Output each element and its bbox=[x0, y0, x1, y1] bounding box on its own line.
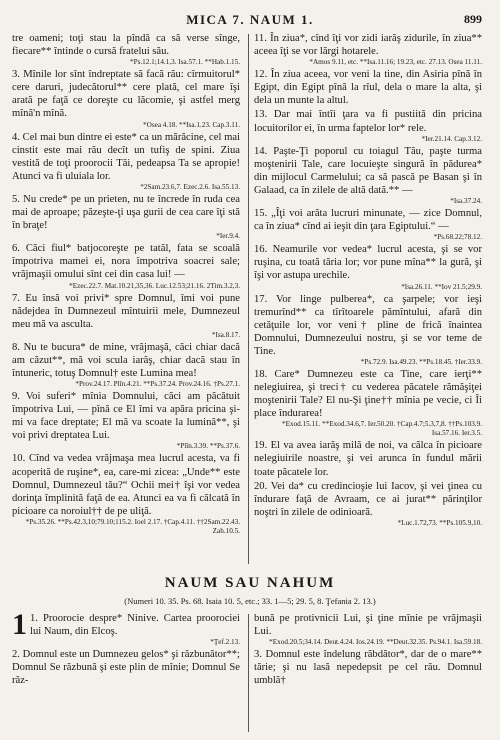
verse bbox=[12, 648, 240, 687]
verse bbox=[12, 612, 240, 647]
verse-text: 9. Voi suferi* mînia Domnului, căci am păcătuit împotriva Lui, — pînă ce El îmi va apăra pricina şi-mi va face dreptate; El mă va scoate la lumină**, şi voi privi dreptatea Lui. bbox=[12, 391, 240, 442]
verse-text: 3. Domnul este îndelung răbdător*, dar de o mare** tărie; şi nu lasă nepedepsit pe cel rău. Domnul umblă† bbox=[254, 649, 482, 687]
right-column bbox=[254, 32, 482, 566]
verse bbox=[254, 68, 482, 107]
book-left-column bbox=[12, 612, 240, 734]
cross-reference: *Luc.1.72,73. **Ps.105.9,10. bbox=[397, 518, 482, 527]
left-column bbox=[12, 32, 240, 566]
upper-columns bbox=[12, 32, 488, 566]
book-references: (Numeri 10. 35. Ps. 68. Isaia 10. 5, etc.; 33. 1—5; 29. 5, 8. Ţefania 2. 13.) bbox=[124, 596, 376, 606]
verse-text: 7. Eu însă voi privi* spre Domnul, îmi voi pune nădejdea în Dumnezeul mîntuirii mele, Dumnezeul meu mă va asculta. bbox=[12, 292, 240, 330]
cross-reference: *Amos 9.11, etc. **Isa.11.16; 19.23, etc. 27.13. Osea 11.11. bbox=[309, 58, 482, 67]
verse-text: 16. Neamurile vor vedea* lucrul acesta, şi se vor ruşina, cu toată tăria lor; vor pune mîna** la gură, şi îşi vor astupa urechile. bbox=[254, 244, 482, 282]
verse-text: tre oameni; toţi stau la pîndă ca să verse sînge, fiecare** întinde o cursă fratelui său. bbox=[12, 33, 240, 58]
verse bbox=[12, 341, 240, 389]
verse-text: 18. Care* Dumnezeu este ca Tine, care ierţi** nelegiuirea, şi treci† cu vederea păcatele rămăşiţei moştenirii Tale? El nu-Şi ţine†† mînia pe vecie, ci Îi place îndurarea! bbox=[254, 368, 482, 420]
verse bbox=[12, 32, 240, 67]
cross-reference: *Ezec.22.7. Mat.10.21,35,36. Luc.12.53;21.16. 2Tim.3.2,3. bbox=[69, 281, 240, 290]
verse bbox=[254, 439, 482, 478]
verse-text: 5. Nu crede* pe un prieten, nu te încrede în ruda cea mai de aproape; păzeşte-ţi uşa gurii de cea care îţi stă în braţe! bbox=[12, 193, 240, 232]
verse-text: bună pe protivnicii Lui, şi ţine mînie pe vrăjmaşii Lui. bbox=[254, 613, 482, 638]
book-right-column bbox=[254, 612, 482, 734]
verse bbox=[254, 207, 482, 242]
book-heading bbox=[0, 575, 500, 606]
cross-reference: *Plîn.3.39. **Ps.37.6. bbox=[176, 442, 240, 451]
verse-text: 12. În ziua aceea, vor veni la tine, din Asiria pînă în Egipt, din Egipt pînă la rîul, dela o mare la alta, şi dela un munte la altul. bbox=[254, 69, 482, 107]
cross-reference: *Ţef.2.13. bbox=[210, 638, 240, 647]
verse-text: 6. Căci fiul* batjocoreşte pe tatăl, fata se scoală împotriva mamei ei, nora împotriva soacrei sale; vrăjmaşii omului sînt cei din casa lui! — bbox=[12, 243, 240, 281]
verse-text: 13. Dar mai întîi ţara va fi pustiită din pricina locuitorilor ei, în urma faptelor lor* rele. bbox=[254, 109, 482, 134]
verse bbox=[12, 193, 240, 241]
verse bbox=[12, 292, 240, 340]
cross-reference: *Ps.35.26. **Ps.42.3,10;79.10;115.2. Ioel 2.17. †Cap.4.11. ††2Sam.22.43. Zah.10.5. bbox=[25, 517, 240, 535]
cross-reference: *Ps.68.22;78.12. bbox=[433, 233, 482, 242]
verse bbox=[254, 368, 482, 438]
running-title: MICA 7. NAUM 1. bbox=[186, 12, 314, 27]
page-number: 899 bbox=[464, 12, 482, 26]
verse-text: 17. Vor linge pulberea*, ca şarpele; vor ieşi tremurînd** ca tîrîtoarele pămîntului, afară din cetăţuile lor, vor veni† pline de frică înaintea Domnului, Dumnezeului nostru, şi se vor teme de Tine. bbox=[254, 293, 482, 357]
verse-text: 20. Vei da* cu credincioşie lui Iacov, şi vei ţinea cu îndurare faţă de Avraam, ce ai jurat** părinţilor noştri în zilele de odinioară. bbox=[254, 480, 482, 518]
verse bbox=[254, 145, 482, 206]
verse-text: 3. Mînile lor sînt îndreptate să facă rău: cîrmuitorul* cere daruri, judecătorul** cere plată, cel mare îşi arată pe faţă ce doreşte cu lăcomie, şi astfel merg mînă'n mînă. bbox=[12, 69, 240, 120]
verse-text: 10. Cînd va vedea vrăjmaşa mea lucrul acesta, va fi acoperită de ruşine*, ea, care-mi zicea: „Unde** este Domnul, Dumnezeul tău?“ Ochii mei† îşi vor vedea dorinţa împlinită faţă de ea. Atunci ea va fi călcată în picioare ca noroiul†† de pe uliţă. bbox=[12, 453, 240, 517]
cross-reference: *Ps.12.1;14.1,3. Isa.57.1. **Hab.1.15. bbox=[129, 58, 240, 67]
verse-text: 2. Domnul este un Dumnezeu gelos* şi răzbunător**; Domnul Se răzbună şi este plin de mînie; Domnul Se răz- bbox=[12, 649, 240, 687]
cross-reference: *Osea 4.18. **Isa.1.23. Cap.3.11. bbox=[143, 120, 240, 129]
verse bbox=[12, 131, 240, 192]
cross-reference: *Isa.8.17. bbox=[211, 330, 240, 339]
verse bbox=[254, 32, 482, 67]
cross-reference: *Isa.26.11. **Iov 21.5;29.9. bbox=[401, 282, 482, 291]
cross-reference: *Ier.9.4. bbox=[216, 232, 240, 241]
verse-text: 8. Nu te bucura* de mine, vrăjmaşă, căci chiar dacă am căzut**, mă voi scula iarăş, chiar dacă stau în întuneric, totuş Domnul† este Lumina mea! bbox=[12, 341, 240, 379]
verse bbox=[254, 243, 482, 291]
column-divider bbox=[248, 34, 249, 564]
cross-reference: *Exod.15.11. **Exod.34.6,7. Ier.50.20. †Cap.4.7;5.3,7,8. ††Ps.103.9. Isa.57.16. Ier.3.5. bbox=[282, 420, 482, 438]
verse-text: 15. „Îţi voi arăta lucruri minunate, — zice Domnul, ca în ziua* cînd ai ieşit din ţara Egiptului.“ — bbox=[254, 208, 482, 233]
cross-reference: *Ps.72.9. Isa.49.23. **Ps.18.45. †Ier.33.9. bbox=[360, 357, 482, 366]
cross-reference: *Exod.20.5;34.14. Deut.4.24. Ios.24.19. **Deut.32.35. Ps.94.1. Isa.59.18. bbox=[269, 638, 482, 647]
verse bbox=[12, 68, 240, 129]
cross-reference: *Ier.21.14. Cap.3.12. bbox=[421, 134, 482, 143]
verse bbox=[12, 452, 240, 535]
verse bbox=[12, 390, 240, 451]
verse-text: 4. Cel mai bun dintre ei este* ca un mărăcine, cel mai cinstit este mai rău decît un tufiş de spini. Ziua vestită de toţi proorocii Tăi, pedeapsa Ta se apropie! Atunci va fi uluiala lor. bbox=[12, 131, 240, 182]
verse-text: 14. Paşte-Ţi poporul cu toiagul Tău, paşte turma moştenirii Tale, care locuieşte singură în pădurea* din mijlocul Carmelului; ca să pască pe Basan şi în Galaad, ca în zilele de altă dată.** — bbox=[254, 145, 482, 196]
verse bbox=[254, 293, 482, 367]
verse bbox=[254, 648, 482, 687]
column-divider bbox=[248, 614, 249, 732]
verse bbox=[254, 612, 482, 647]
cross-reference: *Prov.24.17. Plîn.4.21. **Ps.37.24. Prov.24.16. †Ps.27.1. bbox=[75, 380, 240, 389]
chapter-dropcap: 1 bbox=[12, 612, 27, 641]
verse bbox=[254, 108, 482, 143]
lower-columns bbox=[12, 612, 488, 734]
cross-reference: *Isa.37.24. bbox=[450, 197, 482, 206]
book-title: NAUM SAU NAHUM bbox=[164, 575, 336, 591]
verse bbox=[254, 480, 482, 528]
verse bbox=[12, 242, 240, 290]
verse-text: 11. În ziua*, cînd îţi vor zidi iarăş zidurile, în ziua** aceea îţi se vor lărgi hotarele. bbox=[254, 33, 482, 58]
verse-text: 19. El va avea iarăş milă de noi, va călca în picioare nelegiuirile noastre, şi vei arunca în fundul mării toate păcatele lor. bbox=[254, 440, 482, 478]
verse-text: 1. Proorocie despre* Ninive. Cartea proorociei lui Naum, din Elcoş. bbox=[30, 613, 240, 638]
cross-reference: *2Sam.23.6,7. Ezec.2.6. Isa.55.13. bbox=[140, 182, 240, 191]
page-header bbox=[0, 12, 500, 32]
